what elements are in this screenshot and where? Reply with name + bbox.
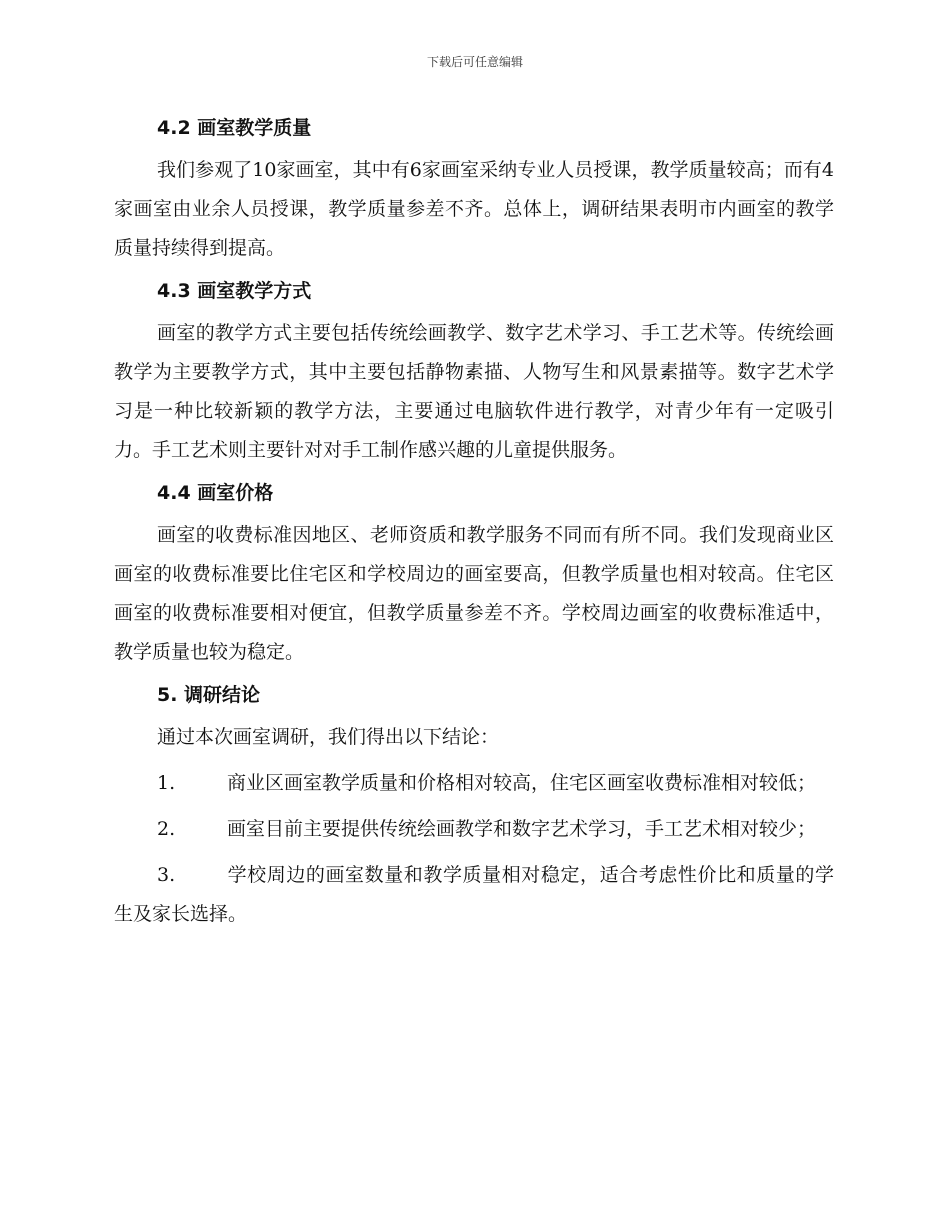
list-item-text: 商业区画室教学质量和价格相对较高，住宅区画室收费标准相对较低； bbox=[227, 772, 817, 794]
list-item bbox=[114, 856, 834, 934]
section-heading-4-3: 4.3 画室教学方式 bbox=[157, 280, 312, 302]
section-paragraph: 我们参观了10家画室，其中有6家画室采纳专业人员授课，教学质量较高；而有4家画室由业余人员授课，教学质量参差不齐。总体上，调研结果表明市内画室的教学质量持续得到提高。 bbox=[114, 159, 834, 259]
list-item-text: 学校周边的画室数量和教学质量相对稳定，适合考虑性价比和质量的学生及家长选择。 bbox=[114, 864, 834, 925]
list-item bbox=[114, 810, 834, 849]
page-header: 下载后可任意编辑 bbox=[426, 55, 523, 69]
section-heading-4-2: 4.2 画室教学质量 bbox=[157, 117, 312, 139]
section-heading-5: 5. 调研结论 bbox=[157, 684, 261, 706]
list-item-number: 3. bbox=[157, 864, 176, 886]
document-body bbox=[114, 112, 834, 934]
list-item-number: 1. bbox=[157, 772, 176, 794]
section-paragraph: 画室的教学方式主要包括传统绘画教学、数字艺术学习、手工艺术等。传统绘画教学为主要教学方式，其中主要包括静物素描、人物写生和风景素描等。数字艺术学习是一种比较新颖的教学方法，主要通过电脑软件进行教学，对青少年有一定吸引力。手工艺术则主要针对对手工制作感兴趣的儿童提供服务。 bbox=[114, 322, 834, 461]
list-item-number: 2. bbox=[157, 818, 176, 840]
section-heading-4-4: 4.4 画室价格 bbox=[157, 482, 274, 504]
list-item bbox=[114, 764, 834, 803]
list-item-text: 画室目前主要提供传统绘画教学和数字艺术学习，手工艺术相对较少； bbox=[227, 818, 817, 840]
section-paragraph: 通过本次画室调研，我们得出以下结论： bbox=[157, 726, 500, 748]
section-paragraph: 画室的收费标准因地区、老师资质和教学服务不同而有所不同。我们发现商业区画室的收费标准要比住宅区和学校周边的画室要高，但教学质量也相对较高。住宅区画室的收费标准要相对便宜，但教学质量参差不齐。学校周边画室的收费标准适中，教学质量也较为稳定。 bbox=[114, 524, 834, 663]
